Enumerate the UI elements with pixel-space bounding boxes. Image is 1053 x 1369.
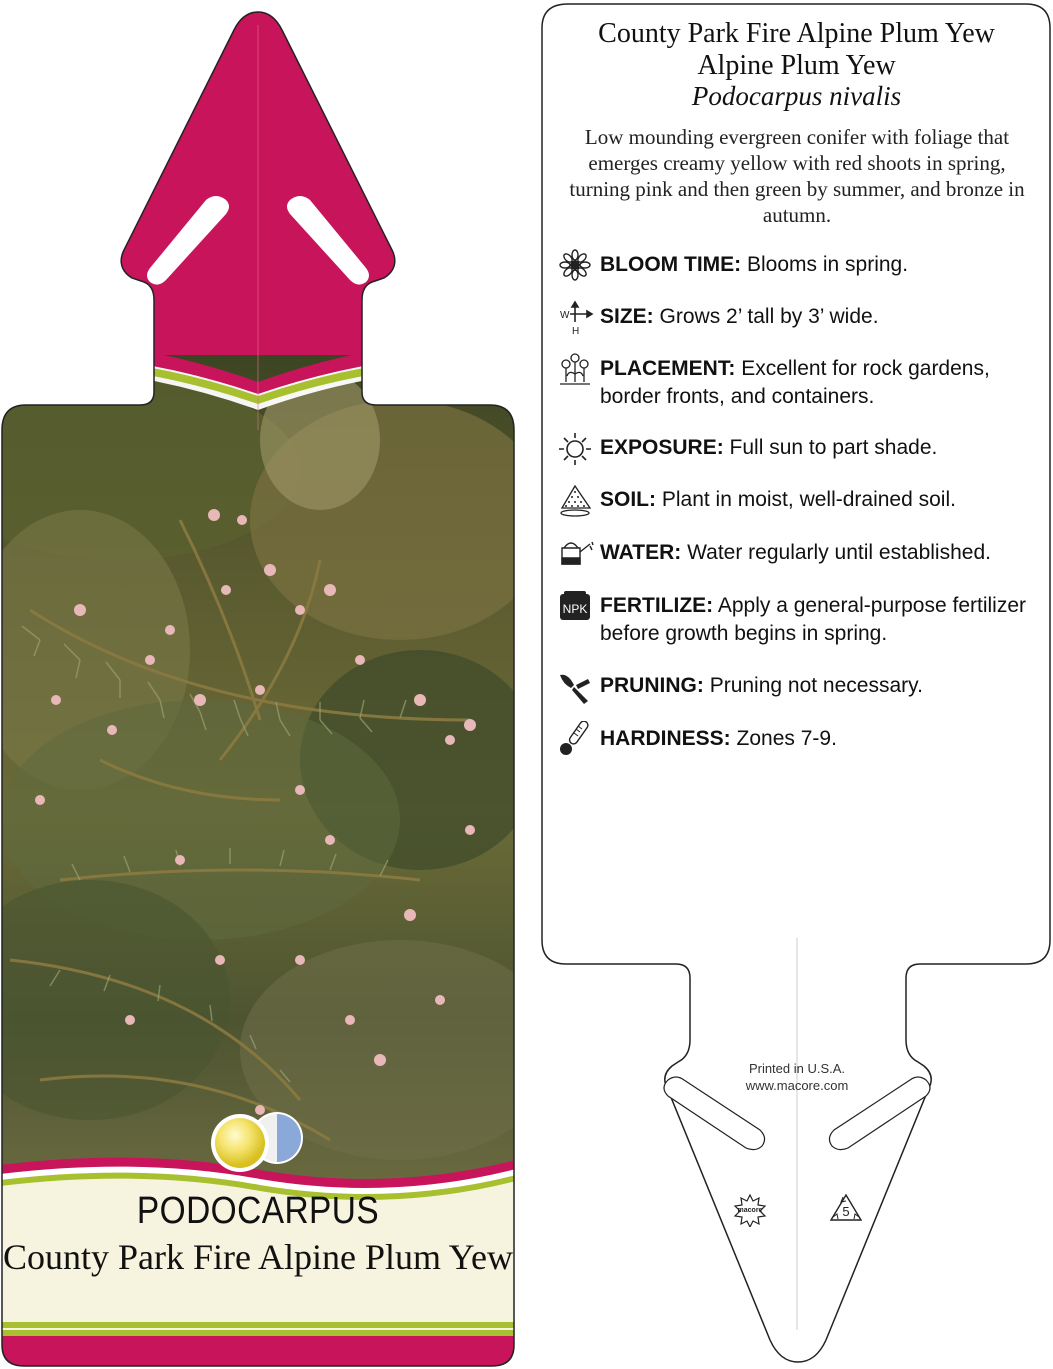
botanical-name: Podocarpus nivalis <box>691 81 902 111</box>
sun-icon <box>556 431 594 467</box>
svg-text:W: W <box>560 310 570 321</box>
care-pruning: PRUNING: Pruning not necessary. <box>600 674 923 697</box>
printer-website: www.macore.com <box>745 1078 849 1093</box>
svg-text:macore: macore <box>737 1207 763 1214</box>
thermometer-icon <box>556 721 594 757</box>
printed-location: Printed in U.S.A. <box>748 1061 846 1076</box>
care-placement: PLACEMENT: Excellent for rock gardens, border fronts, and containers. <box>600 357 990 408</box>
care-hardiness: HARDINESS: Zones 7-9. <box>600 727 837 750</box>
back-title: County Park Fire Alpine Plum Yew <box>598 18 995 49</box>
care-water: WATER: Water regularly until established. <box>600 541 991 564</box>
svg-text:NPK: NPK <box>562 602 588 616</box>
care-soil: SOIL: Plant in moist, well-drained soil. <box>600 488 956 511</box>
watering-can-icon <box>556 534 594 570</box>
care-fertilize: FERTILIZE: Apply a general-purpose fertilizer before growth begins in spring. <box>600 594 1027 645</box>
npk-icon <box>556 588 594 624</box>
pruners-icon <box>556 669 594 705</box>
size-arrows-icon <box>556 300 594 336</box>
svg-text:H: H <box>572 326 580 336</box>
plant-description: Low mounding evergreen conifer with foliage that emerges creamy yellow with red shoots in spring, turning pink and then green by summer, and bronze in autumn. <box>569 125 1025 227</box>
front-common-name: County Park Fire Alpine Plum Yew <box>2 1237 514 1277</box>
soil-icon <box>556 482 594 518</box>
plants-icon <box>556 350 594 386</box>
back-subtitle: Alpine Plum Yew <box>697 50 896 81</box>
svg-text:5: 5 <box>842 1204 850 1219</box>
macore-logo-icon <box>733 1193 767 1227</box>
care-bloom-time: BLOOM TIME: Blooms in spring. <box>600 253 909 276</box>
printed-info <box>700 1060 894 1094</box>
genus-name: PODOCARPUS <box>136 1190 380 1232</box>
recycle-icon <box>828 1192 864 1224</box>
care-exposure: EXPOSURE: Full sun to part shade. <box>600 436 938 459</box>
flower-icon <box>556 247 594 283</box>
care-size: SIZE: Grows 2’ tall by 3’ wide. <box>600 305 879 328</box>
